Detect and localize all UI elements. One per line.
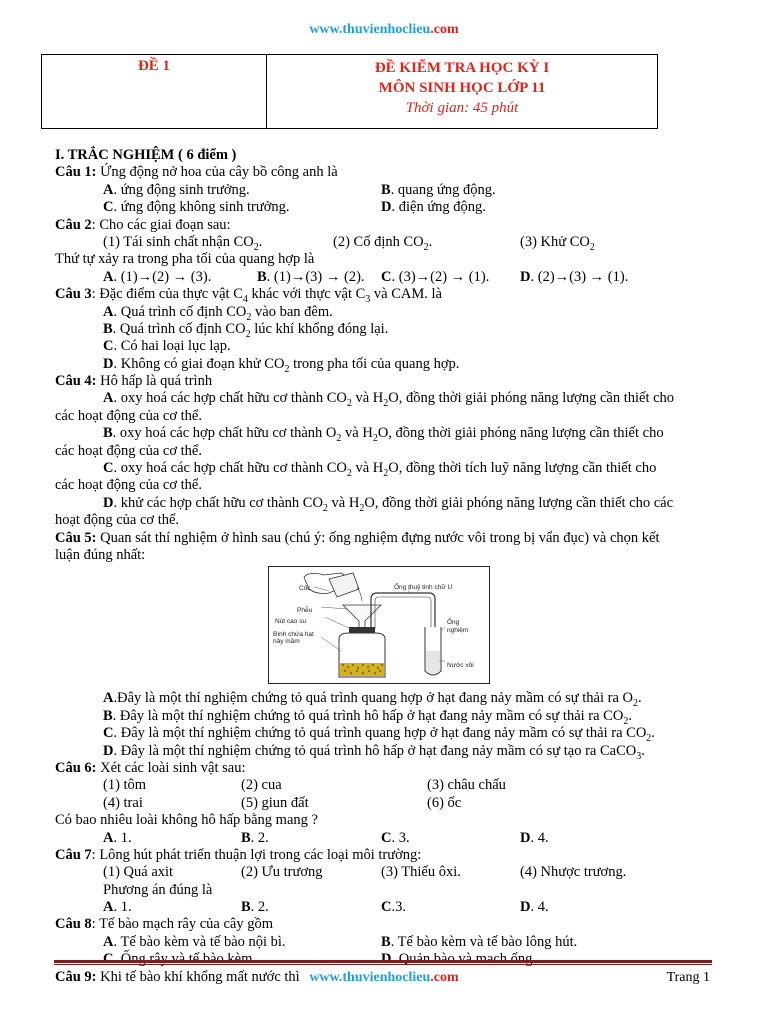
option-letter: A	[103, 933, 114, 950]
q4-option-d	[55, 495, 715, 512]
text-fragment: .	[638, 690, 642, 707]
subscript: 2	[245, 328, 251, 340]
question-5-cont	[55, 547, 715, 564]
text-fragment: .	[628, 707, 632, 724]
subscript: 2	[359, 502, 365, 514]
option-letter: B	[381, 933, 391, 950]
footer-rule	[54, 960, 712, 963]
footer-site-domain: .com	[430, 970, 459, 985]
text-fragment: . Không có giai đoạn khử CO	[113, 355, 285, 372]
text-fragment: các hoạt động của cơ thể.	[55, 442, 202, 459]
text-fragment: các hoạt động của cơ thể.	[55, 477, 202, 494]
text-fragment: . 1.	[113, 899, 132, 916]
subscript: 4	[242, 294, 248, 306]
page-number: Trang 1	[666, 970, 710, 985]
q7-items	[55, 864, 715, 881]
text-fragment: Quan sát thí nghiệm ở hình sau (chú ý: ống nghiệm đựng nước vôi trong bị vẩn đục) và chọn kết	[96, 529, 660, 546]
option-c	[381, 830, 410, 847]
text-fragment: (6) ốc	[427, 794, 462, 811]
text-fragment: và H	[351, 390, 384, 407]
text-fragment: và CAM. là	[370, 286, 442, 303]
exam-header-box	[41, 54, 658, 129]
text-fragment: . Quá trình cố định CO	[112, 320, 246, 337]
question-label: Câu 6:	[55, 759, 97, 776]
q7-ask	[55, 882, 715, 899]
text-fragment: . điện ứng động.	[391, 199, 486, 216]
q4-option-a-cont	[55, 408, 715, 425]
text-fragment: . 4.	[530, 899, 549, 916]
text-fragment: : Tế bào mạch rây của cây gồm	[91, 916, 273, 933]
text-fragment: (2) Cố định CO	[333, 233, 424, 250]
question-label: Câu 7	[55, 846, 92, 863]
q6-ask	[55, 812, 715, 829]
text-fragment: (5) giun đất	[241, 794, 309, 811]
text-fragment: (1) Tái sinh chất nhận CO	[103, 233, 254, 250]
question-5	[55, 530, 715, 547]
text-fragment: . (1)→(3) → (2).	[266, 268, 365, 285]
text-fragment: .	[258, 233, 263, 250]
q3-option-b	[55, 321, 715, 338]
text-fragment: . (1)→(2) → (3).	[113, 268, 212, 285]
text-fragment: . ứng động sinh trưởng.	[113, 181, 250, 198]
subscript: 2	[623, 715, 629, 727]
text-fragment: và H	[341, 425, 373, 442]
option-letter: B	[103, 320, 113, 337]
text-fragment: . 2.	[250, 899, 269, 916]
label-stopper: Nút cao su	[275, 618, 307, 626]
option-d	[520, 899, 549, 916]
q4-option-c	[55, 460, 715, 477]
question-text: Ứng động nở hoa của cây bồ công anh là	[96, 164, 338, 181]
subscript: 2	[336, 433, 342, 445]
question-6	[55, 760, 715, 777]
exam-titles	[267, 58, 657, 118]
q5-option-c	[55, 725, 715, 745]
text-fragment: các hoạt động của cơ thể.	[55, 407, 202, 424]
text-fragment: . (3)→(2) → (1).	[391, 268, 490, 285]
text-fragment: (3) Thiếu ôxi.	[381, 864, 461, 881]
option-letter: D	[520, 268, 531, 285]
option-letter: D	[520, 829, 531, 846]
text-fragment: .	[428, 233, 433, 250]
text-fragment: . Ống rây và tế bào kèm.	[113, 951, 257, 968]
text-fragment: . (2)→(3) → (1).	[530, 268, 629, 285]
subscript: 2	[284, 363, 290, 375]
question-label: Câu 9:	[55, 968, 97, 985]
option-d	[381, 199, 486, 216]
option-letter: B	[103, 425, 113, 442]
label-funnel: Phễu	[297, 607, 313, 615]
q5-option-d	[55, 743, 715, 760]
option-letter: C	[381, 268, 392, 285]
option-c	[381, 269, 489, 286]
text-fragment: . Đây là một thí nghiệm chứng tỏ quá trình hô hấp ở hạt đang nảy mầm có sự tạo ra CaCO	[113, 742, 637, 759]
text-fragment: . quang ứng động.	[390, 181, 496, 198]
text-fragment: (3) châu chấu	[427, 777, 506, 794]
text-fragment: . oxy hoá các hợp chất hữu cơ thành CO	[113, 460, 347, 477]
subscript: 2	[346, 467, 352, 479]
text-fragment: . Quản bào và mạch ống.	[391, 951, 537, 968]
q5-option-a	[55, 690, 715, 710]
question-label: Câu 3	[55, 286, 92, 303]
q2-order-text	[55, 251, 715, 268]
text-fragment: (4) trai	[103, 794, 143, 811]
option-letter: C	[103, 199, 114, 216]
text-fragment: . 4.	[530, 829, 549, 846]
subscript: 2	[633, 698, 638, 710]
question-7	[55, 847, 715, 864]
q3-option-c	[55, 338, 715, 355]
text-fragment: .	[641, 742, 645, 759]
option-letter: A	[103, 690, 114, 707]
option-letter: B	[103, 707, 113, 724]
text-fragment: . Đây là một thí nghiệm chứng tỏ quá trình quang hợp ở hạt đang nảy mầm có sự thải ra CO	[113, 725, 647, 742]
section-heading: I. TRẮC NGHIỆM ( 6 điểm )	[55, 147, 237, 163]
label-u-tube: Ống thuỷ tinh chữ U	[394, 584, 453, 592]
q6-items-row2	[55, 795, 715, 812]
option-b	[381, 934, 577, 951]
option-letter: B	[257, 268, 267, 285]
header-site-name: www.thuvienhoclieu	[309, 22, 431, 37]
text-fragment: và H	[351, 460, 384, 477]
text-fragment: Xét các loài sinh vật sau:	[96, 759, 246, 776]
subscript: 2	[372, 433, 378, 445]
option-letter: C	[103, 725, 114, 742]
text-fragment: Phương án đúng là	[103, 881, 213, 898]
question-label: Câu 8	[55, 916, 92, 933]
q3-option-a	[55, 304, 715, 321]
text-fragment: (2) cua	[241, 777, 282, 794]
text-fragment: (3) Khử CO	[520, 233, 590, 250]
option-b	[241, 899, 269, 916]
option-letter: A	[103, 181, 114, 198]
subscript: 2	[383, 467, 389, 479]
subscript: 2	[589, 241, 595, 253]
text-fragment: O, đồng thời giải phóng năng lượng cần thiết cho các	[364, 494, 674, 511]
text-fragment: . Tế bào kèm và tế bào nội bì.	[113, 933, 286, 950]
option-d	[520, 830, 549, 847]
option-a	[103, 182, 250, 198]
q5-option-b	[55, 708, 715, 725]
option-letter: D	[103, 742, 114, 759]
subscript: 2	[646, 733, 652, 745]
text-fragment: : Lông hút phát triển thuận lợi trong các loại môi trường:	[91, 846, 422, 863]
q1-options-row2	[55, 199, 715, 216]
text-fragment: . ứng động không sinh trưởng.	[113, 199, 290, 216]
text-fragment: Hô hấp là quá trình	[96, 373, 213, 390]
subscript: 3	[636, 750, 642, 762]
label-test-tube: Ống nghiệm	[447, 619, 469, 635]
question-label: Câu 2	[55, 216, 92, 233]
question-label: Câu 5:	[55, 529, 97, 546]
footer-site-name: www.thuvienhoclieu	[309, 970, 431, 985]
label-jar: Bình chứa hạt nảy mầm	[273, 631, 314, 646]
text-fragment: . Quá trình cố định CO	[113, 303, 247, 320]
text-fragment: và H	[327, 494, 360, 511]
text-fragment: (2) Ưu trương	[241, 864, 323, 881]
text-fragment: . Đây là một thí nghiệm chứng tỏ quá trình hô hấp ở hạt đang nảy mầm có sự thải ra CO	[112, 707, 624, 724]
option-letter: B	[241, 829, 251, 846]
option-a	[103, 830, 132, 846]
subscript: 3	[365, 294, 371, 306]
q4-option-b	[55, 425, 715, 445]
text-fragment: Khi tế bào khí khổng mất nước thì	[96, 968, 300, 985]
option-a	[103, 269, 211, 285]
option-letter: C	[381, 899, 392, 916]
subscript: 2	[253, 241, 259, 253]
option-letter: B	[381, 181, 391, 198]
option-b	[241, 830, 269, 847]
text-fragment: .3.	[391, 899, 406, 916]
label-lime-water: Nước vôi	[447, 662, 474, 670]
text-fragment: . oxy hoá các hợp chất hữu cơ thành CO	[113, 390, 347, 407]
footer-rule-thin	[54, 964, 712, 965]
question-1	[55, 164, 715, 181]
exam-code: ĐỀ 1	[137, 58, 171, 74]
option-letter: C	[103, 460, 114, 477]
option-letter: A	[103, 899, 114, 916]
subscript: 2	[423, 241, 429, 253]
text-fragment: hoạt động của cơ thể.	[55, 512, 180, 529]
question-label: Câu 4:	[55, 373, 97, 390]
text-fragment: .Đây là một thí nghiệm chứng tỏ quá trình quang hợp ở hạt đang nảy mầm có sự thải ra O	[113, 690, 633, 707]
option-d	[520, 269, 628, 286]
experiment-figure	[268, 566, 490, 684]
footer-website-link[interactable]	[0, 970, 768, 986]
text-fragment: khác với thực vật C	[247, 286, 366, 303]
step-2	[333, 234, 432, 251]
exam-title: ĐỀ KIỂM TRA HỌC KỲ I	[374, 60, 550, 76]
q4-option-c-cont	[55, 477, 715, 494]
label-beaker: Cốc	[299, 585, 311, 593]
q6-items-row1	[55, 777, 715, 794]
option-letter: D	[381, 199, 392, 216]
text-fragment: . khử các hợp chất hữu cơ thành CO	[113, 494, 323, 511]
text-fragment: trong pha tối của quang hợp.	[289, 355, 460, 372]
option-b	[381, 182, 496, 199]
text-fragment: luận đúng nhất:	[55, 546, 146, 563]
text-fragment: O, đồng thời giải phóng năng lượng cần thiết cho	[388, 390, 675, 407]
option-letter: C	[381, 829, 392, 846]
exam-subject: MÔN SINH HỌC LỚP 11	[378, 80, 546, 96]
q4-option-b-cont	[55, 443, 715, 460]
subscript: 2	[383, 398, 389, 410]
q2-options	[55, 269, 715, 286]
exam-time: Thời gian: 45 phút	[405, 100, 519, 116]
question-text: : Cho các giai đoạn sau:	[91, 216, 231, 233]
text-fragment: O, đồng thời tích luỹ năng lượng cần thiết cho	[388, 460, 657, 477]
text-fragment: (4) Nhược trương.	[520, 864, 627, 881]
q4-option-d-cont	[55, 512, 715, 529]
q1-options-row1	[55, 182, 715, 199]
step-3	[520, 234, 595, 251]
q4-option-a	[55, 390, 715, 410]
q3-option-d	[55, 356, 715, 373]
exam-content	[55, 147, 715, 986]
option-letter: C	[103, 338, 114, 355]
option-letter: A	[103, 390, 114, 407]
subscript: 2	[322, 502, 328, 514]
q8-options-row1	[55, 934, 715, 951]
option-letter: A	[103, 829, 114, 846]
text-fragment: . Tế bào kèm và tế bào lông hút.	[390, 933, 578, 950]
option-b	[257, 269, 365, 286]
text-fragment: Có bao nhiêu loài không hô hấp bằng mang ?	[55, 812, 318, 829]
text-fragment: . 2.	[250, 829, 269, 846]
option-a	[103, 899, 132, 915]
option-c	[381, 899, 406, 916]
header-website-link[interactable]	[0, 22, 768, 38]
text-fragment: lúc khí khổng đóng lại.	[250, 320, 389, 337]
q7-options	[55, 899, 715, 916]
question-3	[55, 286, 715, 306]
text-fragment: (1) Quá axit	[103, 864, 174, 881]
text-fragment: : Đặc điểm của thực vật C	[91, 286, 243, 303]
option-letter: D	[103, 355, 114, 372]
text-fragment: . oxy hoá các hợp chất hữu cơ thành O	[112, 425, 337, 442]
option-letter: C	[103, 951, 114, 968]
text-fragment: .	[651, 725, 655, 742]
subscript: 2	[346, 398, 352, 410]
q6-options	[55, 830, 715, 847]
option-letter: A	[103, 303, 114, 320]
text-fragment: Thứ tự xảy ra trong pha tối của quang hợp là	[55, 251, 315, 268]
option-letter: A	[103, 268, 114, 285]
option-c	[103, 199, 290, 215]
option-letter: D	[103, 494, 114, 511]
step-1	[103, 233, 263, 253]
option-letter: B	[241, 899, 251, 916]
subscript: 2	[246, 311, 252, 323]
option-letter: D	[520, 899, 531, 916]
header-site-domain: .com	[430, 22, 459, 37]
q2-steps	[55, 234, 715, 251]
option-letter: D	[381, 951, 392, 968]
text-fragment: . 1.	[113, 829, 132, 846]
text-fragment: . Có hai loại lục lạp.	[113, 338, 231, 355]
text-fragment: (1) tôm	[103, 777, 147, 794]
question-2	[55, 217, 715, 234]
question-label: Câu 1:	[55, 164, 97, 181]
option-a	[103, 934, 286, 950]
text-fragment: vào ban đêm.	[251, 303, 333, 320]
question-8	[55, 916, 715, 933]
text-fragment: O, đồng thời giải phóng năng lượng cần thiết cho	[377, 425, 664, 442]
text-fragment: . 3.	[391, 829, 410, 846]
question-4	[55, 373, 715, 390]
